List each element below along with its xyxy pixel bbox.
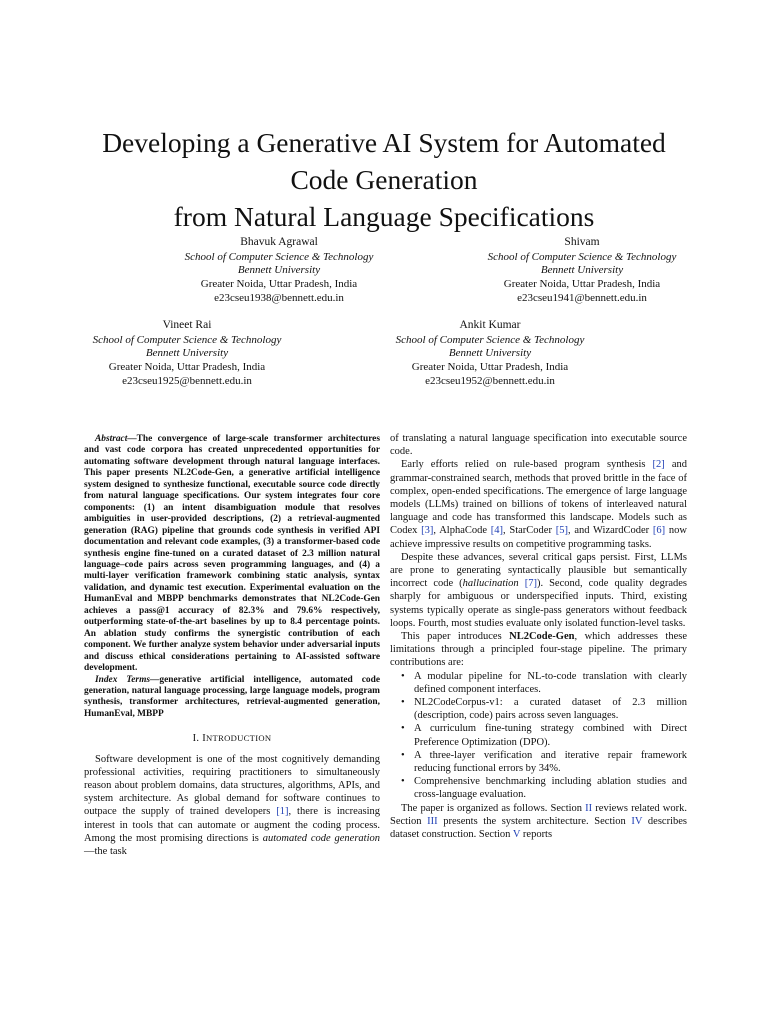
text-run: , StarCoder — [503, 525, 556, 537]
list-item-text: A curriculum fine-tuning strategy combined with Direct Preference Optimization (DPO). — [414, 723, 687, 748]
paper-title — [40, 124, 728, 235]
author-location: Greater Noida, Uttar Pradesh, India — [411, 361, 569, 374]
text-run: presents the system architecture. Section — [437, 815, 632, 827]
text-run: This paper introduces — [401, 631, 510, 643]
intro-paragraph-1-cont: of translating a natural language specification into executable source code. — [390, 433, 687, 458]
citation-link[interactable]: [5] — [555, 525, 568, 537]
author-university: Bennett University — [237, 264, 321, 277]
author-email: e23cseu1925@bennett.edu.in — [122, 374, 252, 387]
list-item-text: A three-layer verification and iterative repair framework reducing functional errors by 34%. — [414, 749, 687, 775]
author-email: e23cseu1938@bennett.edu.in — [214, 291, 344, 304]
bullet-icon: • — [401, 776, 405, 788]
section-number: I. — [192, 733, 200, 745]
intro-paragraph-5 — [390, 802, 687, 842]
text-run: —the task — [84, 845, 127, 857]
text-run: The paper is organized as follows. Section — [401, 802, 586, 814]
text-run: Software development is one of the most cognitively demanding professional activities, requiring practitioners to simultaneously reason about problem domains, data structures, algorithms, APIs, and system architecture. As global demand for software continues to outpace the supply of trained developers — [84, 753, 380, 818]
emphasis-text: automated code generation — [262, 832, 380, 844]
abstract-label: Abstract — [95, 434, 128, 444]
author-email: e23cseu1941@bennett.edu.in — [517, 291, 647, 304]
right-column — [390, 432, 687, 841]
list-item-text: Comprehensive benchmarking including ablation studies and cross-language evaluation. — [414, 776, 687, 801]
section-link[interactable]: IV — [631, 815, 643, 827]
citation-link[interactable]: [7] — [524, 578, 537, 590]
author-location: Greater Noida, Uttar Pradesh, India — [108, 361, 266, 374]
citation-link[interactable]: [1] — [276, 806, 289, 818]
section-heading-introduction — [84, 732, 380, 745]
author-block-3 — [72, 319, 302, 389]
list-item-text: NL2CodeCorpus-v1: a curated dataset of 2.3 million (description, code) pairs across seven languages. — [414, 697, 687, 722]
list-item — [401, 749, 687, 775]
index-terms-text: —generative artificial intelligence, automated code generation, natural language processing, large language models, program synthesis, transformer architectures, retrieval-augmented generation, HumanEval, MBPP — [84, 674, 380, 719]
list-item-text: A modular pipeline for NL-to-code translation with clearly defined component interfaces. — [414, 670, 687, 695]
author-name: Vineet Rai — [162, 319, 212, 331]
citation-link[interactable]: [3] — [421, 525, 434, 537]
title-line-2: Code Generation — [290, 164, 478, 195]
title-line-1: Developing a Generative AI System for Automated — [102, 127, 666, 158]
system-name: NL2Code-Gen — [509, 631, 575, 643]
abstract — [84, 434, 380, 675]
author-name: Ankit Kumar — [459, 319, 521, 331]
text-run: , AlphaCode — [433, 525, 491, 537]
intro-paragraph-2 — [390, 458, 687, 550]
emphasis-text: hallucination — [462, 578, 519, 590]
text-run: and grammar-constrained search, methods that proved brittle in the face of complex, open-ended specifications. The emergence of large language models (LLMs) trained on billions of tokens of interleaved natural language and code has transformed this landscape. Models such as Codex — [390, 459, 687, 537]
contributions-list — [390, 670, 687, 802]
author-block-2 — [467, 236, 697, 306]
intro-paragraph-1 — [84, 753, 380, 859]
text-run: ). Second, code quality degrades sharply for ambiguous or underspecified inputs. Third, existing systems typically operate as single-pass generators without feedback loops. Fourth, most studies evaluate only isolated function-level tasks. — [390, 578, 687, 629]
citation-link[interactable]: [6] — [652, 525, 666, 537]
text-run: reports — [520, 829, 553, 841]
author-name: Shivam — [564, 236, 600, 248]
author-affiliation: School of Computer Science & Technology — [184, 250, 374, 263]
text-run: , and WizardCoder — [567, 525, 653, 537]
list-item — [401, 670, 687, 696]
bullet-icon: • — [401, 697, 405, 709]
author-email: e23cseu1952@bennett.edu.in — [425, 374, 555, 387]
bullet-icon: • — [401, 670, 405, 682]
text-run: describes dataset construction. Section — [390, 815, 687, 841]
author-block-4 — [375, 319, 605, 389]
author-university: Bennett University — [540, 264, 624, 277]
text-run: Despite these advances, several critical gaps persist. First, LLMs are prone to generating syntactically plausible but semantically incorrect code ( — [390, 551, 687, 590]
author-university: Bennett University — [448, 347, 532, 360]
author-affiliation: School of Computer Science & Technology — [395, 333, 585, 346]
section-link[interactable]: V — [512, 829, 521, 841]
section-link[interactable]: II — [585, 802, 593, 814]
left-column — [84, 434, 380, 858]
section-link[interactable]: III — [427, 815, 438, 827]
index-terms — [84, 675, 380, 721]
text-run: , which addresses these limitations through a principled four-stage pipeline. The primary contributions are: — [390, 631, 687, 669]
citation-link[interactable]: [4] — [490, 525, 504, 537]
author-affiliation: School of Computer Science & Technology — [487, 250, 677, 263]
author-affiliation: School of Computer Science & Technology — [92, 333, 282, 346]
list-item — [401, 722, 687, 748]
bullet-icon: • — [401, 723, 405, 735]
author-location: Greater Noida, Uttar Pradesh, India — [200, 278, 358, 291]
intro-paragraph-3 — [390, 551, 687, 630]
intro-paragraph-4 — [390, 630, 687, 670]
text-run: reviews related work. Section — [390, 802, 687, 827]
text-run: Early efforts relied on rule-based program synthesis — [401, 459, 653, 471]
author-university: Bennett University — [145, 347, 229, 360]
author-name: Bhavuk Agrawal — [240, 236, 318, 248]
list-item — [401, 775, 687, 801]
section-title-rest: NTRODUCTION — [206, 733, 272, 744]
citation-link[interactable]: [2] — [652, 459, 665, 471]
abstract-text: —The convergence of large-scale transformer architectures and vast code corpora has created unprecedented opportunities for automating software development through natural language interfaces. This paper presents NL2Code-Gen, a generative artificial intelligence system designed to synthesize functional, executable source code directly from natural language specifications. Our system integrates four core components: (1) an intent disambiguation module that resolves ambiguities in user-provided descriptions, (2) a retrieval-augmented generation (RAG) pipeline that grounds code synthesis in verified API documentation and relevant code examples, (3) a transformer-based code synthesis engine fine-tuned on a curated dataset of 2.3 million natural language–code pairs across seven programming languages, and (4) a multi-layer verification framework combining static analysis, syntax validation, and dynamic test execution. Experimental evaluation on the HumanEval and MBPP benchmarks demonstrates that NL2Code-Gen achieves a pass@1 accuracy of 82.3% and 79.6% respectively, outperforming state-of-the-art baselines by up to 8.4 percentage points. An ablation study confirms the synergistic contribution of each component. We further analyze system behavior under adversarial inputs and discuss ethical considerations pertaining to AI-assisted software development. — [84, 434, 380, 674]
list-item — [401, 696, 687, 722]
title-line-3: from Natural Language Specifications — [173, 201, 595, 232]
text-run: now achieve impressive results on competitive programming tasks. — [390, 525, 687, 550]
section-title-initial: I — [202, 733, 207, 745]
index-terms-label: Index Terms — [95, 674, 151, 685]
author-location: Greater Noida, Uttar Pradesh, India — [503, 278, 661, 291]
author-block-1 — [164, 236, 394, 306]
text-run: , there is increasing interest in tools that can automate or augment the coding process. Among the most promising directions is — [84, 806, 381, 844]
bullet-icon: • — [401, 749, 405, 761]
